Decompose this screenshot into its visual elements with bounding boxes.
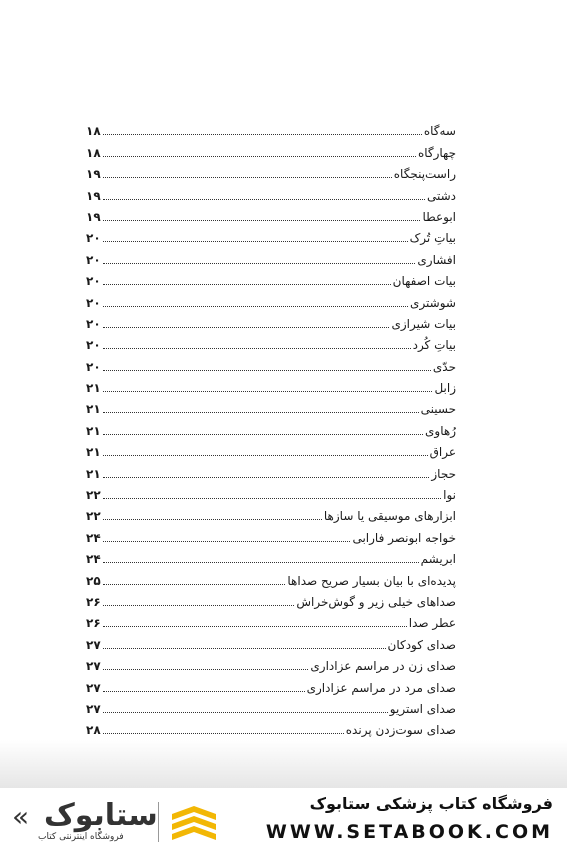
logo-subtitle: فروشگاه اینترنتی کتاب: [38, 832, 124, 842]
toc-entry-title: صدای کودکان: [387, 637, 456, 652]
toc-dot-leader: [103, 541, 351, 542]
toc-entry: [86, 160, 456, 181]
toc-entry: [86, 523, 456, 544]
toc-dot-leader: [103, 134, 422, 135]
store-logo: [8, 798, 223, 844]
toc-dot-leader: [103, 156, 416, 157]
toc-entry: [86, 331, 456, 352]
toc-dot-leader: [103, 562, 419, 563]
toc-entry-page: ۲۰: [86, 359, 101, 374]
toc-entry-page: ۲۶: [86, 594, 101, 609]
toc-entry: [86, 138, 456, 159]
toc-entry-page: ۱۹: [86, 188, 101, 203]
toc-entry-title: بیات اصفهان: [392, 274, 456, 289]
toc-entry-title: چهارگاه: [417, 145, 456, 160]
toc-dot-leader: [103, 199, 425, 200]
toc-entry-title: حسینی: [420, 402, 456, 417]
toc-dot-leader: [103, 498, 441, 499]
toc-entry-title: ابزارهای موسیقی یا سازها: [323, 509, 456, 524]
toc-dot-leader: [103, 648, 386, 649]
toc-entry-page: ۲۰: [86, 316, 101, 331]
footer-text: [253, 794, 553, 843]
toc-entry-title: عطر صدا: [408, 616, 456, 631]
toc-dot-leader: [103, 391, 433, 392]
toc-entry-page: ۲۱: [86, 423, 101, 438]
toc-entry-title: بیاتِ تُرک: [409, 231, 456, 246]
toc-dot-leader: [103, 733, 344, 734]
toc-dot-leader: [103, 412, 419, 413]
toc-entry-page: ۲۱: [86, 466, 101, 481]
toc-dot-leader: [103, 327, 390, 328]
toc-dot-leader: [103, 477, 430, 478]
toc-entry-title: صدای سوت‌زدن پرنده: [345, 723, 456, 738]
toc-entry-title: عراق: [429, 445, 456, 460]
toc-entry-page: ۲۰: [86, 252, 101, 267]
toc-entry-title: ابوعطا: [422, 209, 456, 224]
toc-entry-page: ۲۴: [86, 552, 101, 567]
toc-entry: [86, 245, 456, 266]
toc-dot-leader: [103, 263, 416, 264]
toc-entry-title: زابل: [434, 381, 456, 396]
toc-entry-page: ۲۲: [86, 509, 101, 524]
toc-entry: [86, 630, 456, 651]
toc-entry-page: ۲۱: [86, 381, 101, 396]
toc-dot-leader: [103, 306, 408, 307]
toc-dot-leader: [103, 177, 392, 178]
chevron-left-icon: «: [12, 800, 30, 833]
toc-entry: [86, 459, 456, 480]
toc-entry-page: ۲۷: [86, 680, 101, 695]
toc-dot-leader: [103, 519, 322, 520]
toc-entry-page: ۲۸: [86, 723, 101, 738]
toc-entry-title: نوا: [443, 488, 456, 503]
toc-entry: [86, 438, 456, 459]
toc-dot-leader: [103, 691, 305, 692]
toc-entry: [86, 374, 456, 395]
toc-entry: [86, 481, 456, 502]
toc-entry-page: ۲۷: [86, 637, 101, 652]
toc-entry-page: ۲۱: [86, 445, 101, 460]
toc-dot-leader: [103, 348, 411, 349]
toc-entry-page: ۱۸: [86, 124, 101, 139]
toc-entry-page: ۲۶: [86, 616, 101, 631]
toc-entry: [86, 352, 456, 373]
toc-dot-leader: [103, 455, 428, 456]
toc-entry: [86, 695, 456, 716]
toc-dot-leader: [103, 712, 388, 713]
toc-entry: [86, 609, 456, 630]
logo-divider: [158, 802, 159, 842]
toc-dot-leader: [103, 605, 295, 606]
toc-entry: [86, 395, 456, 416]
toc-entry: [86, 203, 456, 224]
page-shadow: [0, 740, 567, 788]
toc-entry: [86, 652, 456, 673]
toc-dot-leader: [103, 669, 309, 670]
store-name: فروشگاه کتاب پزشکی ستابوک: [309, 794, 553, 813]
toc-entry: [86, 416, 456, 437]
toc-entry-title: صدای استریو: [389, 701, 456, 716]
toc-entry-title: خواجه ابونصر فارابی: [352, 530, 456, 545]
toc-entry: [86, 288, 456, 309]
toc-entry: [86, 310, 456, 331]
toc-entry-title: حدّی: [432, 359, 456, 374]
toc-dot-leader: [103, 434, 423, 435]
toc-entry-page: ۲۷: [86, 659, 101, 674]
toc-entry-title: سه‌گاه: [423, 124, 456, 139]
toc-entry-page: ۲۰: [86, 274, 101, 289]
toc-entry: [86, 673, 456, 694]
toc-entry-page: ۲۵: [86, 573, 101, 588]
toc-entry-title: بیاتِ کُرد: [412, 338, 456, 353]
toc-entry-title: رُهاوی: [425, 423, 456, 438]
toc-entry-page: ۲۰: [86, 338, 101, 353]
toc-entry-page: ۲۰: [86, 295, 101, 310]
toc-entry: [86, 181, 456, 202]
toc-entry-title: صدای مرد در مراسم عزاداری: [306, 680, 456, 695]
toc-entry-page: ۱۹: [86, 167, 101, 182]
toc-dot-leader: [103, 370, 431, 371]
toc-entry-title: افشاری: [417, 252, 456, 267]
toc-entry-title: صداهای خیلی زیر و گوش‌خراش: [296, 594, 456, 609]
toc-entry: [86, 117, 456, 138]
toc-entry-title: صدای زن در مراسم عزاداری: [310, 659, 456, 674]
toc-entry-title: دشتی: [426, 188, 456, 203]
toc-entry-title: پدیده‌ای با بیان بسیار صریح صداها: [287, 573, 456, 588]
toc-entry-title: ابریشم: [420, 552, 456, 567]
toc-entry: [86, 267, 456, 288]
toc-entry-page: ۲۷: [86, 701, 101, 716]
toc-entry: [86, 588, 456, 609]
toc-entry-title: راست‌پنجگاه: [393, 167, 456, 182]
toc-entry-page: ۲۲: [86, 488, 101, 503]
toc-dot-leader: [103, 241, 408, 242]
toc-entry-title: بیات شیرازی: [391, 316, 456, 331]
toc-entry-page: ۲۰: [86, 231, 101, 246]
toc-entry: [86, 566, 456, 587]
table-of-contents: [86, 117, 456, 759]
site-url[interactable]: WWW.SETABOOK.COM: [265, 821, 553, 843]
toc-entry-page: ۲۴: [86, 530, 101, 545]
toc-dot-leader: [103, 220, 421, 221]
book-stack-icon: [168, 804, 220, 842]
toc-dot-leader: [103, 584, 286, 585]
toc-entry-page: ۱۸: [86, 145, 101, 160]
toc-dot-leader: [103, 626, 407, 627]
toc-dot-leader: [103, 284, 391, 285]
toc-entry: [86, 716, 456, 737]
toc-entry: [86, 545, 456, 566]
toc-entry-page: ۲۱: [86, 402, 101, 417]
toc-entry: [86, 224, 456, 245]
toc-entry-title: شوشتری: [410, 295, 456, 310]
toc-entry-title: حجاز: [431, 466, 456, 481]
logo-wordmark: ستابوک: [44, 798, 158, 833]
toc-entry: [86, 502, 456, 523]
toc-entry-page: ۱۹: [86, 209, 101, 224]
